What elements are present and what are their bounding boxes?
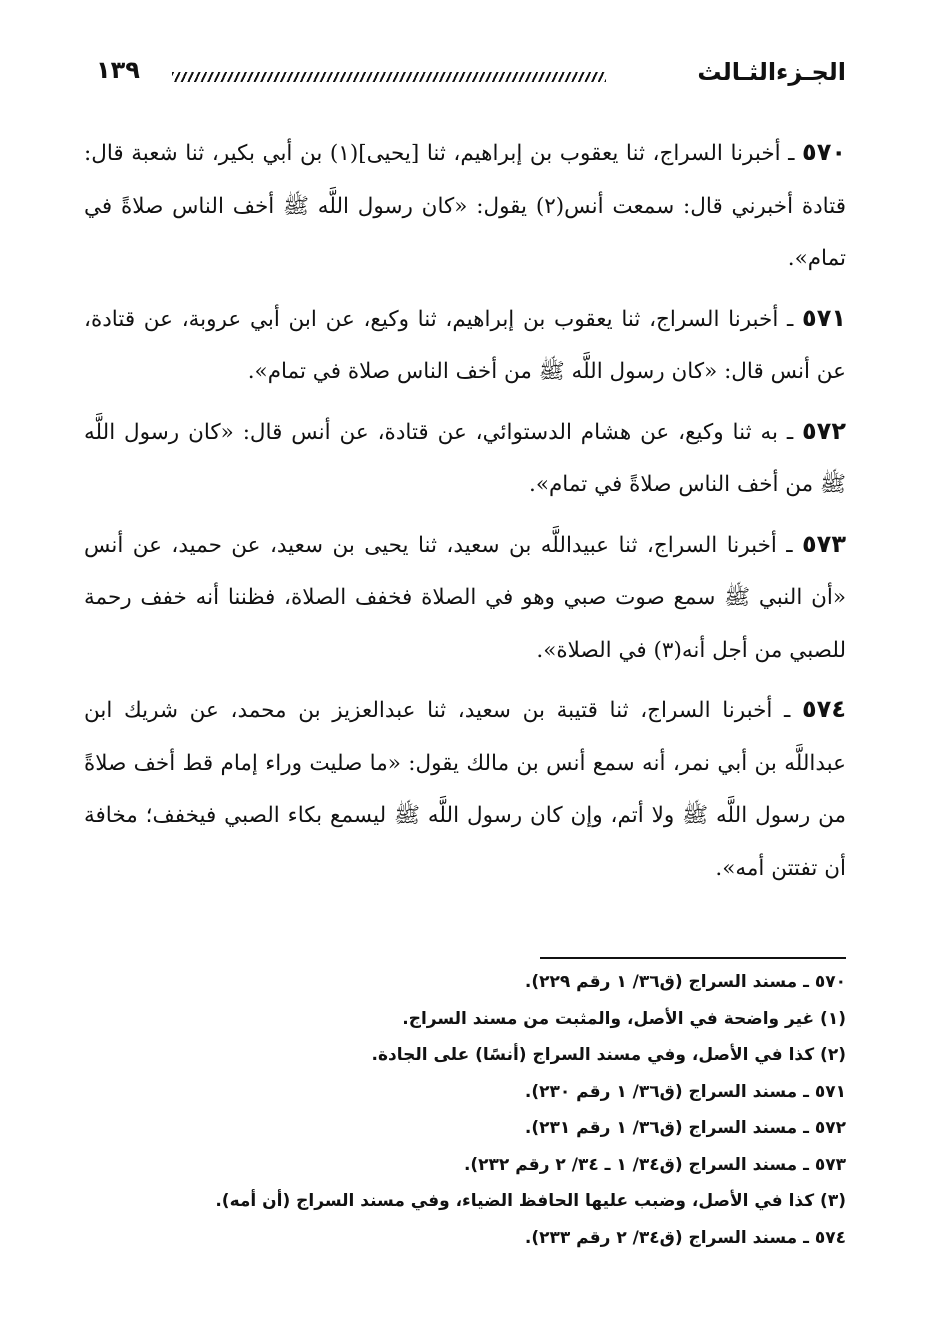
hadith-text: ـ أخبرنا السراج، ثنا قتيبة بن سعيد، ثنا عبدالعزيز بن محمد، عن شريك ابن عبداللَّه بن أبي نمر، أنه سمع أنس بن مالك يقول: «ما صليت وراء إمام قط أخف صلاةً من رسول اللَّه ﷺ ولا أتم، وإن كان رسول اللَّه ﷺ ليسمع بكاء الصبي فيخفف؛ مخافة أن تفتتن أمه».: [84, 698, 846, 881]
footnote: ٥٧٠ ـ مسند السراج (ق٣٦/ ١ رقم ٢٢٩).: [524, 972, 846, 992]
footnote: ٥٧٣ ـ مسند السراج (ق٣٤/ ١ ـ ٣٤/ ٢ رقم ٢٣٢).: [463, 1154, 846, 1175]
footnote: ٥٧٢ ـ مسند السراج (ق٣٦/ ١ رقم ٢٣١).: [524, 1118, 846, 1138]
footnote: (١) غير واضحة في الأصل، والمثبت من مسند السراج.: [402, 1008, 846, 1029]
footnote: (٣) كذا في الأصل، وضبب عليها الحافظ الضياء، وفي مسند السراج (أن أمه).: [215, 1191, 846, 1211]
footnote-separator: [540, 957, 846, 959]
hadith-paragraph: [84, 292, 846, 399]
hadith-paragraph: [84, 518, 846, 678]
hadith-number: ٥٧٢: [802, 416, 846, 445]
hadith-text: ـ به ثنا وكيع، عن هشام الدستوائي، عن قتادة، عن أنس قال: «كان رسول اللَّه ﷺ من أخف الناس صلاةً في تمام».: [84, 419, 846, 497]
hadith-text: ـ أخبرنا السراج، ثنا عبيداللَّه بن سعيد، ثنا يحيى بن سعيد، عن حميد، عن أنس «أن النبي ﷺ سمع صوت صبي وهو في الصلاة فخفف الصلاة، فظننا أنه خفف رحمة للصبي من أجل أنه(٣) في الصلاة».: [84, 532, 846, 663]
hadith-paragraph: [84, 126, 846, 286]
main-text: [84, 126, 846, 901]
hadith-number: ٥٧٣: [802, 529, 846, 558]
hadith-paragraph: [84, 683, 846, 895]
footnote: ٥٧١ ـ مسند السراج (ق٣٦/ ١ رقم ٢٣٠).: [524, 1081, 846, 1102]
hadith-paragraph: [84, 405, 846, 512]
page-header: [84, 50, 846, 96]
hadith-text: ـ أخبرنا السراج، ثنا يعقوب بن إبراهيم، ثنا وكيع، عن ابن أبي عروبة، عن قتادة، عن أنس قال: «كان رسول اللَّه ﷺ من أخف الناس صلاة في تمام».: [84, 306, 846, 384]
page-number: ١٣٩: [96, 56, 140, 84]
footnote: ٥٧٤ ـ مسند السراج (ق٣٤/ ٢ رقم ٢٣٣).: [524, 1227, 846, 1248]
footnote: (٢) كذا في الأصل، وفي مسند السراج (أنسًا) على الجادة.: [371, 1045, 846, 1065]
hadith-text: ـ أخبرنا السراج، ثنا يعقوب بن إبراهيم، ثنا [يحيى](١) بن أبي بكير، ثنا شعبة قال: قتادة أخبرني قال: سمعت أنس(٢) يقول: «كان رسول اللَّه ﷺ أخف الناس صلاةً في تمام».: [84, 141, 846, 271]
hadith-number: ٥٧٤: [802, 695, 846, 723]
hadith-number: ٥٧٠: [802, 138, 846, 166]
hadith-number: ٥٧١: [802, 303, 846, 332]
running-head: الجـزءالثـالث: [697, 58, 846, 86]
footnotes: [84, 964, 846, 1256]
header-hatch-rule: [172, 72, 606, 82]
